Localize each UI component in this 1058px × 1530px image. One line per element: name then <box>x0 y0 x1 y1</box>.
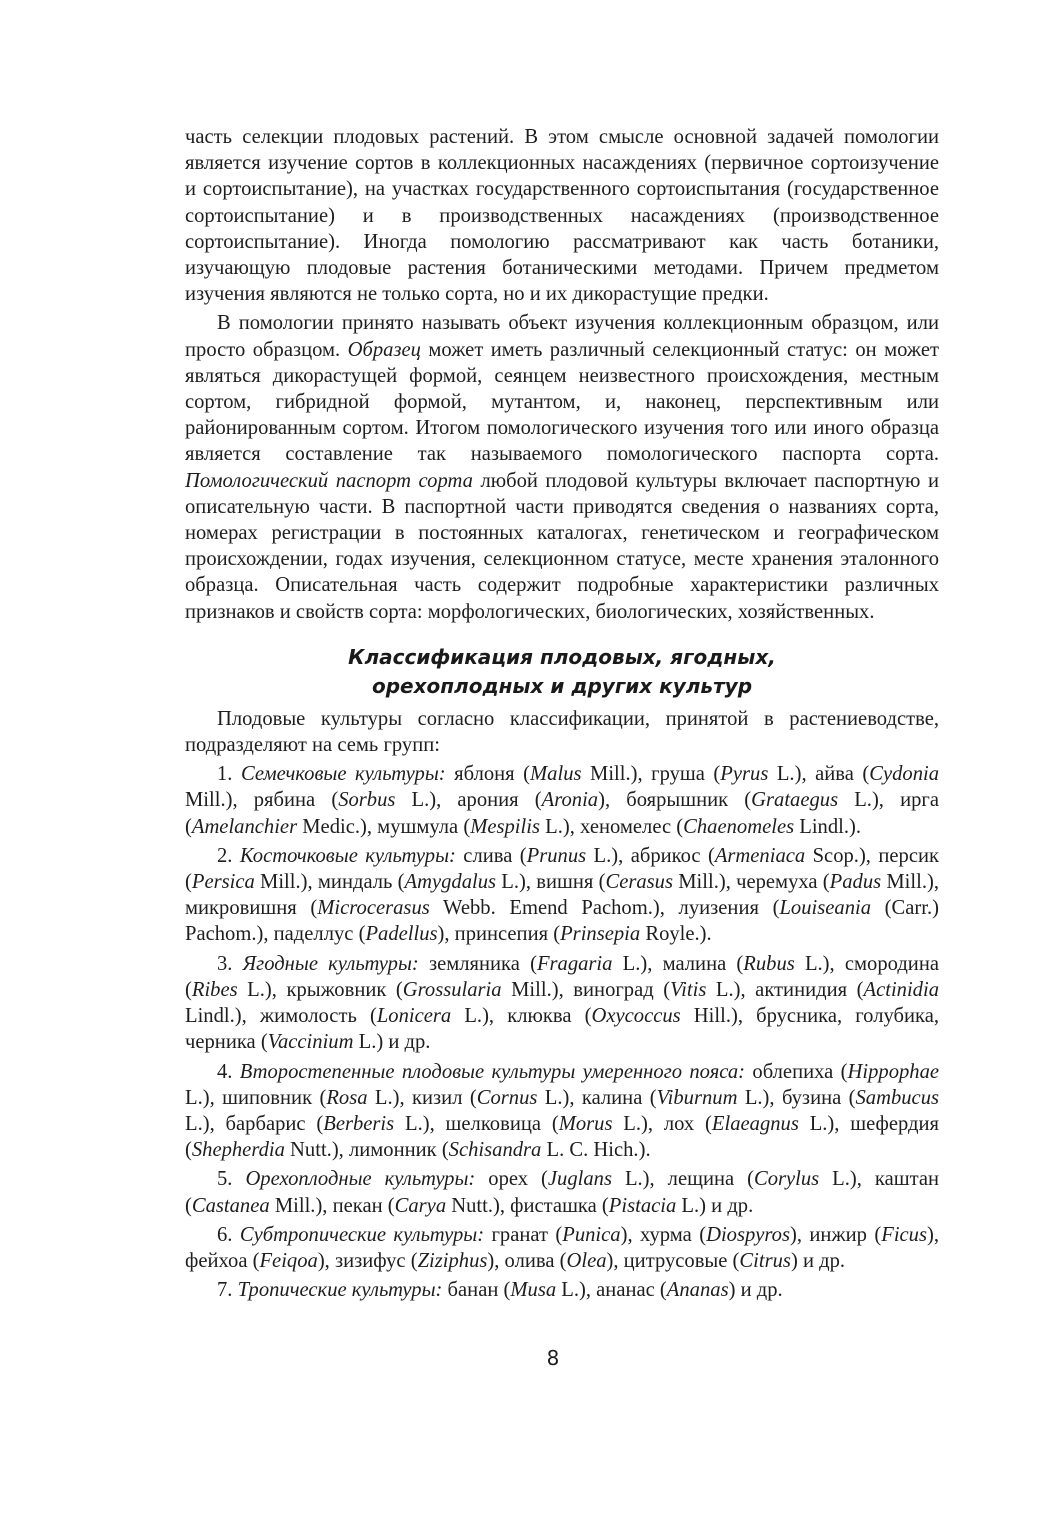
text-run: Mill.), рябина ( <box>185 789 339 812</box>
text-run: L.), лещина ( <box>611 1168 754 1191</box>
text-run: яблоня ( <box>445 763 531 786</box>
italic-text: Cydonia <box>869 763 940 786</box>
text-run: орех ( <box>475 1168 548 1191</box>
intro-section <box>185 124 939 625</box>
italic-text: Семечковые культуры: <box>240 763 446 786</box>
italic-text: Malus <box>530 763 582 786</box>
text-run: Hill.), брусника, голубика, черника ( <box>185 1005 939 1054</box>
text-run: L.), барбарис ( <box>185 1112 324 1135</box>
text-run: Mill.), груша ( <box>581 763 721 786</box>
text-run: Mill.), микровишня ( <box>185 871 939 920</box>
list-item <box>185 1222 939 1274</box>
italic-text: Padus <box>829 871 882 894</box>
italic-text: Feiqoa <box>259 1249 318 1272</box>
italic-text: Помологический паспорт сорта <box>185 469 473 492</box>
text-run: ), боярышник ( <box>598 789 752 812</box>
italic-text: Rosa <box>326 1086 368 1109</box>
italic-text: Ananas <box>666 1279 729 1302</box>
text-run: L.), малина ( <box>612 952 744 975</box>
text-run: L.), ирга ( <box>185 789 939 838</box>
text-run: L.), хеномелес ( <box>540 815 684 838</box>
text-run: ), олива ( <box>487 1249 567 1272</box>
italic-text: Actinidia <box>863 978 939 1001</box>
text-run: ), цитрусовые ( <box>606 1249 740 1272</box>
text-run: может иметь различный селекционный статус: он может являться дикорастущей формой, сеянцем неизвестного происхождения, местным сортом, гибридной формой, мутантом, и, наконец, перспективным или районированным сортом. Итогом помологического изучения того или иного образца является составление так называемого помологического паспорта сорта. <box>185 338 940 466</box>
list-item <box>185 843 939 948</box>
italic-text: Образец <box>347 338 421 361</box>
text-run: L.), каштан ( <box>185 1168 940 1217</box>
italic-text: Shepherdia <box>191 1139 285 1162</box>
text-run: ) и др. <box>728 1279 783 1302</box>
text-run: L.), крыжовник ( <box>237 978 403 1001</box>
italic-text: Grataegus <box>751 789 839 812</box>
italic-text: Carya <box>394 1194 447 1217</box>
italic-text: Microcerasus <box>317 897 430 920</box>
italic-text: Juglans <box>547 1168 612 1191</box>
italic-text: Armeniaca <box>714 844 806 867</box>
italic-text: Ягодные культуры: <box>242 952 419 975</box>
italic-text: Pistacia <box>608 1194 677 1217</box>
text-run: L.), вишня ( <box>496 871 606 894</box>
italic-text: Berberis <box>323 1112 395 1135</box>
text-run: ), зизифус ( <box>317 1249 418 1272</box>
text-run: Плодовые культуры согласно классификации, принятой в растениеводстве, подразделяют на семь групп: <box>185 707 939 757</box>
text-run: Lindl.), жимолость ( <box>185 1005 377 1028</box>
text-run: L.), арония ( <box>395 789 542 812</box>
italic-text: Padellus <box>365 923 438 946</box>
text-run: (Carr.) Pachom.), паделлус ( <box>185 897 939 946</box>
text-run: облепиха ( <box>745 1060 848 1083</box>
paragraph <box>185 706 939 758</box>
text-run: ), инжир ( <box>789 1223 882 1246</box>
section-heading-line-2: орехоплодных и других культур <box>371 673 753 698</box>
text-run: L.), клюква ( <box>451 1005 592 1028</box>
text-run: Medic.), мушмула ( <box>297 815 471 838</box>
text-run: Mill.), черемуха ( <box>673 871 830 894</box>
italic-text: Prinsepia <box>560 923 641 946</box>
list-item <box>185 1277 939 1303</box>
section-heading-line-1: Классификация плодовых, ягодных, <box>348 644 776 669</box>
text-run: L.), ананас ( <box>556 1279 667 1302</box>
italic-text: Ficus <box>881 1223 927 1246</box>
italic-text: Тропические культуры: <box>237 1279 443 1302</box>
italic-text: Косточковые культуры: <box>239 844 456 867</box>
italic-text: Louiseania <box>779 897 872 920</box>
italic-text: Olea <box>566 1249 607 1272</box>
text-run: Mill.), виноград ( <box>501 978 671 1001</box>
italic-text: Субтропические культуры: <box>239 1223 485 1246</box>
text-run: L.), кизил ( <box>367 1086 477 1109</box>
text-run: 7. <box>217 1279 238 1302</box>
text-run: ), принсепия ( <box>437 923 561 946</box>
text-run: гранат ( <box>484 1223 563 1246</box>
italic-text: Corylus <box>753 1168 820 1191</box>
list-item <box>185 761 939 840</box>
text-run: земляника ( <box>418 952 537 975</box>
italic-text: Prunus <box>526 844 587 867</box>
italic-text: Amelanchier <box>191 815 298 838</box>
text-run: ) и др. <box>790 1249 846 1272</box>
text-run: 3. <box>217 952 243 975</box>
italic-text: Castanea <box>191 1194 270 1217</box>
italic-text: Rubus <box>743 952 795 975</box>
text-run: L.), бузина ( <box>737 1086 856 1109</box>
text-run: любой плодовой культуры включает паспортную и описательную части. В паспортной части приводятся сведения о названиях сорта, номерах регистрации в постоянных каталогах, генетическом и географическом происхождении, годах изучения, селекционном статусе, месте хранения эталонного образца. Описательная часть содержит подробные характеристики различных признаков и свойств сорта: морфологических, биологических, хозяйственных. <box>185 469 939 623</box>
text-run: L.), шефердия ( <box>185 1112 939 1162</box>
italic-text: Sambucus <box>855 1086 940 1109</box>
italic-text: Ribes <box>191 978 238 1001</box>
paragraph <box>185 310 939 624</box>
italic-text: Второстепенные плодовые культуры умеренного пояса: <box>239 1060 746 1083</box>
list-item <box>185 1059 939 1164</box>
italic-text: Pyrus <box>720 763 769 786</box>
text-run: В помологии принято называть объект изучения коллекционным образцом, или просто образцом. <box>185 312 939 361</box>
text-run: L.), лох ( <box>612 1112 712 1135</box>
italic-text: Sorbus <box>338 789 396 812</box>
italic-text: Amygdalus <box>404 871 497 894</box>
text-run: 5. <box>217 1168 246 1191</box>
text-run: L.) и др. <box>353 1031 431 1054</box>
text-run: слива ( <box>455 844 527 867</box>
italic-text: Schisandra <box>448 1139 542 1162</box>
text-run: L. C. Hich.). <box>541 1139 651 1162</box>
text-run: L.), калина ( <box>537 1086 657 1109</box>
italic-text: Ziziphus <box>417 1249 488 1272</box>
italic-text: Viburnum <box>656 1086 738 1109</box>
text-run: Royle.). <box>640 923 712 946</box>
text-run: L.), смородина ( <box>185 952 939 1001</box>
italic-text: Persica <box>191 871 255 894</box>
text-run: 6. <box>217 1223 240 1246</box>
italic-text: Mespilis <box>470 815 540 838</box>
text-run: 4. <box>217 1060 240 1083</box>
text-run: Mill.), пекан ( <box>269 1194 395 1217</box>
italic-text: Chaenomeles <box>683 815 795 838</box>
text-run: Nutt.), лимонник ( <box>284 1139 449 1162</box>
text-run: Nutt.), фисташка ( <box>446 1194 609 1217</box>
page-body <box>185 124 939 1306</box>
italic-text: Орехоплодные культуры: <box>245 1168 476 1191</box>
italic-text: Grossularia <box>402 978 502 1001</box>
italic-text: Vitis <box>670 978 707 1001</box>
text-run: банан ( <box>442 1279 511 1302</box>
italic-text: Cornus <box>476 1086 538 1109</box>
italic-text: Musa <box>510 1279 557 1302</box>
text-run: 2. <box>217 844 240 867</box>
text-run: часть селекции плодовых растений. В этом смысле основной задачей помологии является изучение сортов в коллекционных насаждениях (первичное сортоизучение и сортоиспытание), на участках государственного сортоиспытания (государственное сортоиспытание) и в производственных насаждениях (производственное сортоиспытание). Иногда помологию рассматривают как часть ботаники, изучающую плодовые растения ботаническими методами. Причем предметом изучения являются не только сорта, но и их дикорастущие предки. <box>185 126 939 306</box>
italic-text: Punica <box>562 1223 621 1246</box>
text-run: L.), абрикос ( <box>586 844 715 867</box>
italic-text: Hippophae <box>847 1060 940 1083</box>
paragraph <box>185 124 939 307</box>
text-run: ), хурма ( <box>620 1223 707 1246</box>
page-number-value: 8 <box>546 1346 560 1370</box>
italic-text: Morus <box>558 1112 613 1135</box>
italic-text: Vaccinium <box>267 1031 354 1054</box>
italic-text: Diospyros <box>706 1223 790 1246</box>
classification-section <box>185 706 939 1303</box>
text-run: L.), актинидия ( <box>706 978 864 1001</box>
text-run: L.), шиповник ( <box>185 1086 327 1109</box>
text-run: Scop.), персик ( <box>185 844 939 894</box>
page-number <box>0 1346 1058 1370</box>
list-item <box>185 951 939 1056</box>
text-run: L.), шелковица ( <box>394 1112 559 1135</box>
italic-text: Cerasus <box>605 871 673 894</box>
italic-text: Fragaria <box>536 952 613 975</box>
italic-text: Citrus <box>739 1249 791 1272</box>
italic-text: Oxycoccus <box>591 1005 681 1028</box>
text-run: ), фейхоа ( <box>185 1223 940 1272</box>
section-heading <box>185 643 939 701</box>
text-run: L.) и др. <box>676 1194 754 1217</box>
text-run: 1. <box>217 763 241 786</box>
italic-text: Elaeagnus <box>711 1112 799 1135</box>
italic-text: Aronia <box>541 789 599 812</box>
italic-text: Lonicera <box>376 1005 452 1028</box>
text-run: Mill.), миндаль ( <box>254 871 405 894</box>
text-run: Webb. Emend Pachom.), луизения ( <box>429 897 780 920</box>
list-item <box>185 1166 939 1218</box>
text-run: L.), айва ( <box>768 763 870 786</box>
text-run: Lindl.). <box>794 815 862 838</box>
